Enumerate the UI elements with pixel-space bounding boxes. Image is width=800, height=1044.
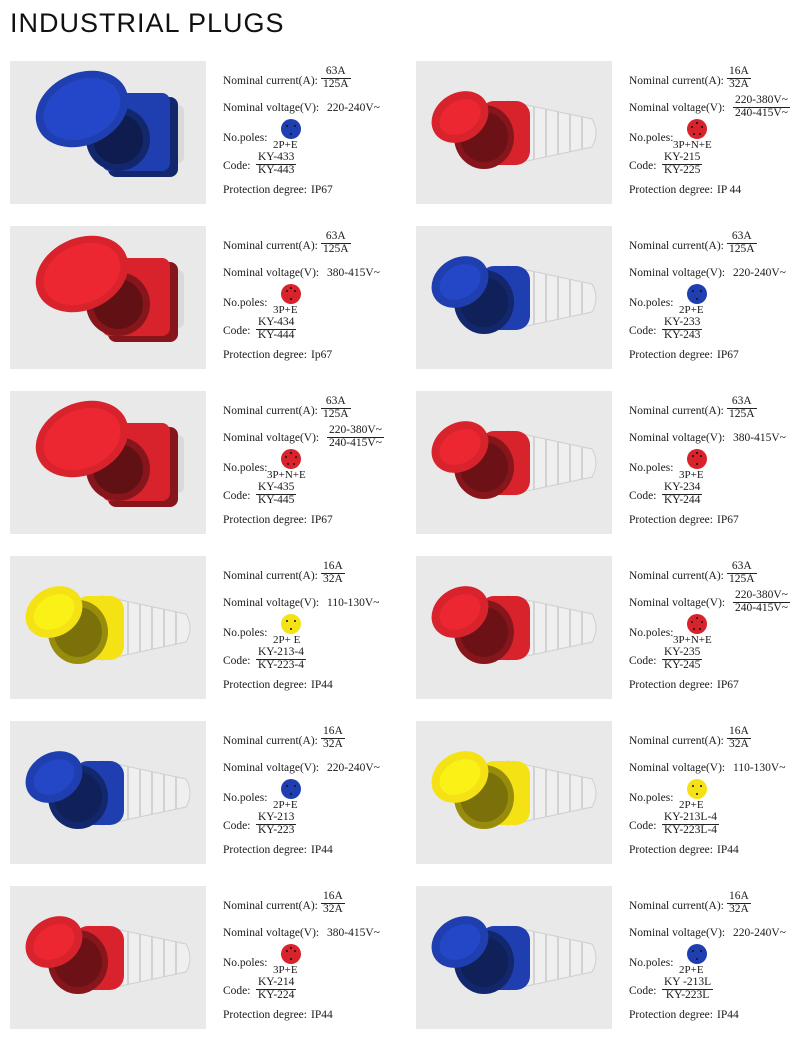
protection-label: Protection degree: [223,349,307,361]
pin-dot [294,290,297,293]
voltage-label: Nominal voltage(V): [223,267,320,279]
code-fraction [256,812,296,836]
current-label: Nominal current(A): [223,900,318,912]
current-value-alt: 32A [323,572,343,585]
poles-label: No.poles: [223,132,268,144]
code-value-alt: KY-223-4 [258,658,304,671]
pin-dot [290,133,293,136]
current-label: Nominal current(A): [223,240,318,252]
code-fraction [662,317,702,341]
code-value: KY-213 [258,811,295,823]
protection-label: Protection degree: [223,184,307,196]
plug-image [10,721,206,864]
current-value: 16A [729,725,749,737]
current-label: Nominal current(A): [629,735,724,747]
current-value-alt: 125A [729,242,755,255]
code-label: Code: [223,325,251,337]
current-value-alt: 32A [729,737,749,750]
current-value-alt: 125A [323,77,349,90]
voltage-value: 380-415V~ [327,267,380,279]
pin-dot [290,793,293,796]
protection-value: IP67 [717,514,739,526]
current-fraction [321,231,351,255]
voltage-label: Nominal voltage(V): [223,597,320,609]
current-label: Nominal current(A): [629,240,724,252]
code-fraction [256,647,306,671]
code-value-alt: KY-445 [258,493,295,506]
current-fraction [321,561,345,585]
voltage-value: 220-380V~ [329,424,382,436]
poles-value: 2P+E [679,799,704,811]
pin-dot [286,785,289,788]
pin-dot [696,122,699,125]
product-photo [10,886,206,1029]
product-specs [629,556,800,699]
current-label: Nominal current(A): [629,570,724,582]
protection-value: IP67 [311,514,333,526]
pin-layout-icon [281,614,301,634]
poles-label: No.poles: [223,957,268,969]
product-specs [223,886,403,1029]
code-value-alt: KY-224 [258,988,295,1001]
code-fraction [662,152,702,176]
current-fraction [727,891,751,915]
current-value: 63A [321,396,351,409]
product-card [10,886,400,1029]
plug-image [10,61,206,204]
code-value: KY-235 [664,646,701,658]
protection-value: IP44 [717,844,739,856]
pin-layout-icon [687,119,707,139]
voltage-fraction [733,590,790,614]
protection-value: IP67 [717,349,739,361]
product-card [10,226,400,369]
pin-dot [699,133,702,136]
code-label: Code: [223,160,251,172]
plug-image [10,226,206,369]
code-fraction [256,317,296,341]
protection-value: Ip67 [311,349,333,361]
product-photo [10,556,206,699]
product-specs [629,61,800,204]
pin-dot [286,125,289,128]
current-value-alt: 125A [729,407,755,420]
code-label: Code: [629,985,657,997]
code-label: Code: [629,325,657,337]
code-value-alt: KY-225 [664,163,701,176]
current-value-alt: 125A [323,407,349,420]
pin-dot [696,958,699,961]
pin-dot [699,628,702,631]
poles-value: 3P+N+E [673,139,712,151]
code-label: Code: [629,490,657,502]
poles-label: No.poles: [629,462,674,474]
pin-dot [294,620,297,623]
pin-layout-icon [687,779,707,799]
code-label: Code: [223,985,251,997]
product-card [416,886,800,1029]
pin-dot [701,126,704,129]
current-fraction [321,396,351,420]
voltage-value-alt: 240-415V~ [735,106,788,119]
product-specs [629,391,800,534]
voltage-label: Nominal voltage(V): [223,927,320,939]
current-fraction [727,561,757,585]
voltage-label: Nominal voltage(V): [629,597,726,609]
code-label: Code: [629,655,657,667]
current-fraction [727,231,757,255]
current-label: Nominal current(A): [223,405,318,417]
poles-label: No.poles: [629,957,674,969]
protection-value: IP44 [311,679,333,691]
plug-image [416,61,612,204]
poles-value: 3P+E [679,469,704,481]
pin-layout-icon [281,119,301,139]
pin-dot [700,950,703,953]
current-value: 63A [321,231,351,244]
pin-dot [696,298,699,301]
pin-dot [293,463,296,466]
pin-dot [286,620,289,623]
code-value: KY-234 [664,481,701,493]
pin-layout-icon [687,944,707,964]
product-specs [629,721,800,864]
code-value: KY-215 [664,151,701,163]
product-photo [416,226,612,369]
voltage-label: Nominal voltage(V): [223,432,320,444]
pin-dot [290,947,293,950]
pin-layout-icon [687,614,707,634]
voltage-value-alt: 240-415V~ [329,436,382,449]
code-value-alt: KY-223L-4 [664,823,718,836]
protection-label: Protection degree: [629,844,713,856]
pin-dot [693,133,696,136]
current-value-alt: 32A [323,902,343,915]
code-value-alt: KY-444 [258,328,295,341]
voltage-value: 220-240V~ [733,267,786,279]
code-label: Code: [629,820,657,832]
protection-label: Protection degree: [629,349,713,361]
current-value-alt: 32A [729,902,749,915]
code-value: KY-233 [664,316,701,328]
current-fraction [321,66,351,90]
product-specs [223,556,403,699]
pin-dot [692,290,695,293]
poles-label: No.poles: [223,792,268,804]
protection-label: Protection degree: [629,1009,713,1021]
product-card [10,391,400,534]
product-card [10,556,400,699]
code-fraction [662,977,713,1001]
current-value: 16A [323,560,343,572]
code-label: Code: [629,160,657,172]
code-label: Code: [223,490,251,502]
pin-dot [290,298,293,301]
pin-dot [290,452,293,455]
current-fraction [727,396,757,420]
protection-label: Protection degree: [223,514,307,526]
code-value: KY-435 [258,481,295,493]
voltage-label: Nominal voltage(V): [629,927,726,939]
product-specs [629,226,800,369]
poles-label: No.poles: [223,462,268,474]
protection-label: Protection degree: [223,679,307,691]
poles-value: 2P+E [273,139,298,151]
pin-dot [294,950,297,953]
pin-dot [290,628,293,631]
product-photo [416,391,612,534]
pin-layout-icon [687,284,707,304]
plug-image [10,886,206,1029]
plug-image [416,556,612,699]
voltage-label: Nominal voltage(V): [629,762,726,774]
poles-label: No.poles: [629,132,674,144]
product-photo [10,391,206,534]
current-value-alt: 32A [729,77,749,90]
code-value: KY-433 [258,151,295,163]
voltage-value: 220-240V~ [327,762,380,774]
code-value: KY-213L-4 [664,811,718,823]
current-label: Nominal current(A): [223,570,318,582]
poles-value: 3P+E [273,304,298,316]
pin-dot [295,456,298,459]
product-specs [223,721,403,864]
code-value: KY -213L [664,976,712,988]
pin-dot [290,958,293,961]
current-fraction [727,726,751,750]
product-card [416,556,800,699]
plug-image [416,721,612,864]
plug-image [416,226,612,369]
protection-value: IP44 [311,844,333,856]
current-value: 16A [323,725,343,737]
pin-dot [294,125,297,128]
code-label: Code: [223,820,251,832]
pin-dot [692,455,695,458]
voltage-label: Nominal voltage(V): [223,762,320,774]
current-label: Nominal current(A): [629,900,724,912]
voltage-value: 220-380V~ [735,94,788,106]
poles-value: 3P+N+E [267,469,306,481]
poles-value: 2P+E [273,799,298,811]
code-value-alt: KY-443 [258,163,295,176]
product-photo [416,721,612,864]
voltage-fraction [327,425,384,449]
voltage-fraction [733,95,790,119]
pin-layout-icon [281,449,301,469]
poles-label: No.poles: [223,297,268,309]
product-card [416,61,800,204]
current-value: 63A [321,66,351,79]
code-fraction [256,482,296,506]
protection-value: IP 44 [717,184,742,196]
current-value-alt: 125A [323,242,349,255]
product-photo [10,226,206,369]
pin-dot [693,628,696,631]
pin-dot [700,290,703,293]
poles-label: No.poles: [629,297,674,309]
poles-value: 2P+ E [273,634,301,646]
poles-value: 2P+E [679,304,704,316]
voltage-label: Nominal voltage(V): [629,102,726,114]
current-label: Nominal current(A): [629,75,724,87]
pin-dot [692,785,695,788]
pin-dot [700,785,703,788]
pin-dot [294,785,297,788]
protection-label: Protection degree: [629,184,713,196]
product-specs [629,886,800,1029]
pin-dot [286,950,289,953]
code-value: KY-213-4 [258,646,304,658]
product-card [416,226,800,369]
voltage-value: 110-130V~ [327,597,380,609]
protection-label: Protection degree: [223,844,307,856]
protection-value: IP44 [311,1009,333,1021]
product-photo [10,61,206,204]
poles-value: 3P+N+E [673,634,712,646]
poles-label: No.poles: [629,627,674,639]
product-specs [223,391,403,534]
pin-dot [700,455,703,458]
pin-dot [691,126,694,129]
code-value-alt: KY-223L [665,988,710,1001]
code-fraction [256,152,296,176]
voltage-value: 220-240V~ [733,927,786,939]
voltage-value-alt: 240-415V~ [735,601,788,614]
pin-layout-icon [281,284,301,304]
current-value: 63A [727,231,757,244]
product-specs [223,61,403,204]
protection-value: IP44 [717,1009,739,1021]
code-value-alt: KY-244 [664,493,701,506]
voltage-value: 220-240V~ [327,102,380,114]
product-photo [416,556,612,699]
current-fraction [321,726,345,750]
plug-image [10,391,206,534]
current-label: Nominal current(A): [223,75,318,87]
code-value-alt: KY-243 [664,328,701,341]
product-card [10,61,400,204]
plug-image [416,886,612,1029]
pin-layout-icon [281,779,301,799]
code-value: KY-434 [258,316,295,328]
current-label: Nominal current(A): [223,735,318,747]
current-value: 16A [729,65,749,77]
poles-label: No.poles: [223,627,268,639]
product-specs [223,226,403,369]
pin-dot [290,287,293,290]
voltage-label: Nominal voltage(V): [223,102,320,114]
current-value: 16A [323,890,343,902]
poles-value: 3P+E [273,964,298,976]
pin-dot [701,621,704,624]
page-title: INDUSTRIAL PLUGS [10,8,285,38]
current-fraction [727,66,751,90]
code-value-alt: KY-223 [258,823,295,836]
current-value-alt: 32A [323,737,343,750]
poles-value: 2P+E [679,964,704,976]
code-label: Code: [223,655,251,667]
code-fraction [662,647,702,671]
pin-dot [696,463,699,466]
protection-label: Protection degree: [629,514,713,526]
product-photo [10,721,206,864]
product-card [416,391,800,534]
voltage-value: 110-130V~ [733,762,786,774]
pin-dot [691,621,694,624]
current-label: Nominal current(A): [629,405,724,417]
pin-dot [692,950,695,953]
pin-dot [696,452,699,455]
code-value-alt: KY-245 [664,658,701,671]
product-card [416,721,800,864]
plug-image [416,391,612,534]
pin-dot [696,617,699,620]
protection-label: Protection degree: [223,1009,307,1021]
pin-layout-icon [281,944,301,964]
pin-dot [286,290,289,293]
pin-layout-icon [687,449,707,469]
current-value-alt: 125A [729,572,755,585]
product-photo [416,886,612,1029]
code-fraction [256,977,296,1001]
protection-value: IP67 [311,184,333,196]
product-photo [416,61,612,204]
pin-dot [696,793,699,796]
plug-image [10,556,206,699]
code-fraction [662,812,719,836]
current-value: 63A [727,561,757,574]
product-card [10,721,400,864]
current-value: 63A [727,396,757,409]
voltage-value: 380-415V~ [327,927,380,939]
voltage-label: Nominal voltage(V): [629,267,726,279]
voltage-value: 220-380V~ [735,589,788,601]
current-fraction [321,891,345,915]
pin-dot [287,463,290,466]
pin-dot [285,456,288,459]
code-value: KY-214 [258,976,295,988]
protection-label: Protection degree: [629,679,713,691]
voltage-value: 380-415V~ [733,432,786,444]
poles-label: No.poles: [629,792,674,804]
current-value: 16A [729,890,749,902]
protection-value: IP67 [717,679,739,691]
code-fraction [662,482,702,506]
voltage-label: Nominal voltage(V): [629,432,726,444]
